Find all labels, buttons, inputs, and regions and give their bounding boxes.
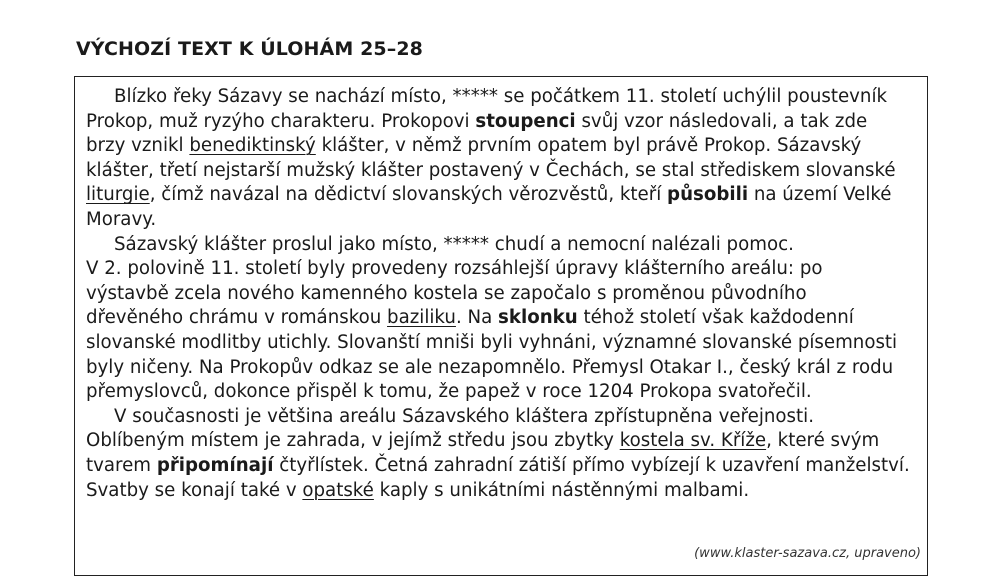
text-line bbox=[86, 110, 922, 135]
underlined-word: kostela sv. Kříže bbox=[619, 430, 767, 452]
text-line bbox=[86, 257, 922, 282]
text-line bbox=[86, 134, 922, 159]
text-segment: výstavbě zcela nového kamenného kostela se započalo s proměnou původního bbox=[86, 282, 807, 304]
text-segment: dřevěného chrámu v románskou bbox=[86, 307, 388, 329]
text-segment: klášter, třetí nejstarší mužský klášter postavený v Čechách, se stal střediskem slovanské bbox=[86, 159, 896, 181]
text-segment: Sázavský klášter proslul jako místo, ***** chudí a nemocní nalézali pomoc. bbox=[114, 233, 794, 255]
bold-word: sklonku bbox=[498, 307, 578, 329]
text-line bbox=[86, 208, 922, 233]
bold-word: působili bbox=[667, 184, 749, 206]
exercise-heading: VÝCHOZÍ TEXT K ÚLOHÁM 25–28 bbox=[76, 38, 423, 60]
text-line bbox=[86, 159, 922, 184]
text-line bbox=[86, 380, 922, 405]
underlined-word: liturgie bbox=[86, 184, 150, 206]
source-text bbox=[86, 85, 922, 503]
bold-word: připomínají bbox=[156, 454, 274, 476]
text-segment: kaply s unikátními nástěnnými malbami. bbox=[373, 479, 750, 501]
underlined-word: opatské bbox=[302, 479, 374, 501]
text-segment: klášter, v němž prvním opatem byl právě Prokop. Sázavský bbox=[315, 135, 862, 157]
text-line bbox=[86, 331, 922, 356]
text-line bbox=[86, 454, 922, 479]
text-segment: čtyřlístek. Četná zahradní zátiší přímo vybízejí k uzavření manželství. bbox=[273, 454, 910, 476]
text-line bbox=[86, 233, 922, 258]
text-segment: Blízko řeky Sázavy se nachází místo, ***** se počátkem 11. století uchýlil poustevník bbox=[114, 86, 888, 107]
underlined-word: benediktinský bbox=[189, 135, 316, 157]
text-line bbox=[86, 282, 922, 307]
text-segment: Oblíbeným místem je zahrada, v jejímž středu jsou zbytky bbox=[86, 430, 620, 452]
text-segment: svůj vzor následovali, a tak zde bbox=[575, 110, 868, 132]
source-citation: (www.klaster-sazava.cz, upraveno) bbox=[694, 546, 921, 561]
text-segment: , které svým bbox=[766, 430, 880, 452]
text-segment: Svatby se konají také v bbox=[86, 479, 303, 501]
text-segment: tvarem bbox=[86, 454, 157, 476]
text-segment: slovanské modlitby utichly. Slovanští mniši byli vyhnáni, významné slovanské písemnosti bbox=[86, 331, 898, 353]
text-segment: Moravy. bbox=[86, 208, 157, 230]
text-segment: téhož století však každodenní bbox=[577, 307, 854, 329]
underlined-word: baziliku bbox=[387, 307, 456, 329]
text-segment: , čímž navázal na dědictví slovanských věrozvěstů, kteří bbox=[149, 184, 668, 206]
text-line bbox=[86, 306, 922, 331]
text-segment: na území Velké bbox=[748, 184, 892, 206]
bold-word: stoupenci bbox=[475, 110, 576, 132]
text-segment: V současnosti je většina areálu Sázavského kláštera zpřístupněna veřejnosti. bbox=[114, 405, 814, 427]
text-segment: byly ničeny. Na Prokopův odkaz se ale nezapomnělo. Přemysl Otakar I., český král z rodu bbox=[86, 356, 894, 378]
text-line bbox=[86, 183, 922, 208]
text-line bbox=[86, 479, 922, 504]
text-line bbox=[86, 405, 922, 430]
text-segment: Prokop, muž ryzýho charakteru. Prokopovi bbox=[86, 110, 476, 132]
text-segment: brzy vznikl bbox=[86, 135, 190, 157]
text-segment: V 2. polovině 11. století byly provedeny rozsáhlejší úpravy klášterního areálu: po bbox=[86, 258, 823, 280]
text-line bbox=[86, 85, 922, 110]
text-line bbox=[86, 429, 922, 454]
text-line bbox=[86, 356, 922, 381]
text-segment: přemyslovců, dokonce přispěl k tomu, že papež v roce 1204 Prokopa svatořečil. bbox=[86, 381, 812, 403]
text-segment: . Na bbox=[455, 307, 499, 329]
